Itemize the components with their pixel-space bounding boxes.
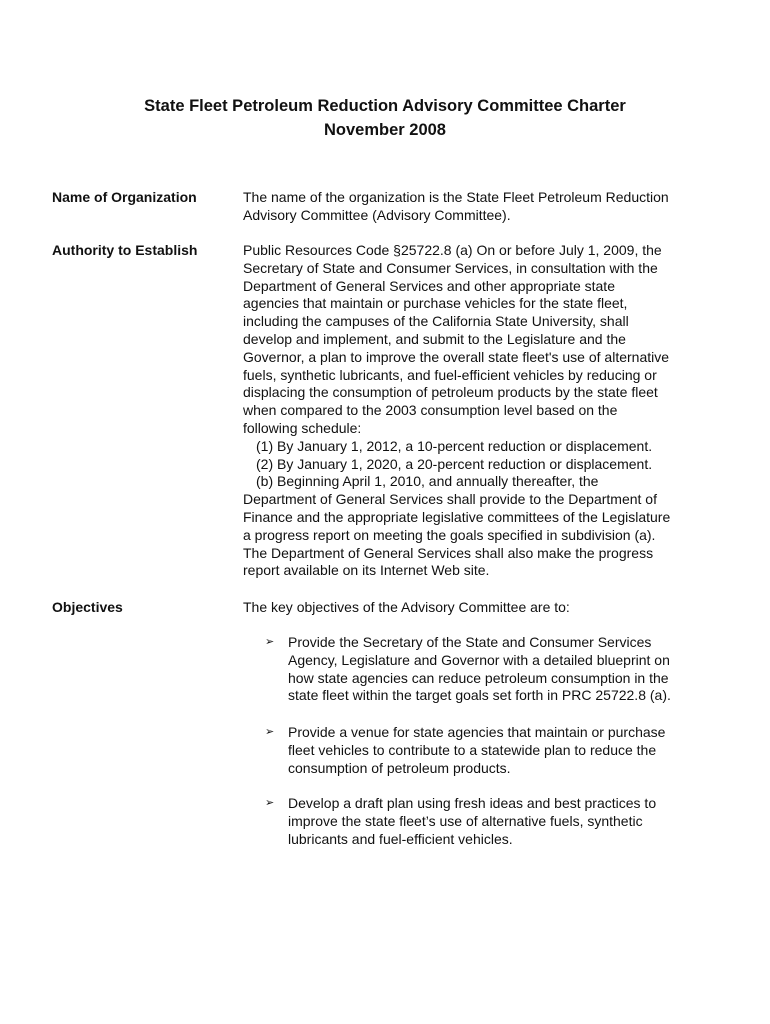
text-line: Agency, Legislature and Governor with a detailed blueprint on	[288, 651, 670, 668]
text-line: Advisory Committee (Advisory Committee).	[243, 206, 511, 223]
arrow-bullet-icon: ➢	[265, 726, 275, 738]
text-line: The Department of General Services shall also make the progress	[243, 544, 654, 561]
arrow-bullet-icon: ➢	[265, 797, 275, 809]
authority-to-establish-text	[243, 242, 713, 580]
text-line: report available on its Internet Web site.	[243, 562, 490, 579]
text-line: Provide the Secretary of the State and Consumer Services	[288, 634, 652, 650]
text-line: state fleet within the target goals set forth in PRC 25722.8 (a).	[288, 687, 671, 704]
text-line: agencies that maintain or purchase vehicles for the state fleet,	[243, 295, 628, 312]
text-line: including the campuses of the California State University, shall	[243, 313, 629, 330]
text-line: Department of General Services and other appropriate state	[243, 277, 615, 294]
schedule-item: (1) By January 1, 2012, a 10-percent reduction or displacement.	[256, 437, 653, 454]
objectives-intro	[243, 599, 713, 617]
text-line: fleet vehicles to contribute to a statewide plan to reduce the	[288, 741, 657, 758]
text-line: how state agencies can reduce petroleum consumption in the	[288, 669, 669, 686]
text-line: Provide a venue for state agencies that maintain or purchase	[288, 724, 666, 740]
label-name-of-organization: Name of Organization	[52, 189, 197, 205]
text-line: a progress report on meeting the goals specified in subdivision (a).	[243, 526, 656, 543]
text-line: Develop a draft plan using fresh ideas and best practices to	[288, 795, 657, 811]
text-line: consumption of petroleum products.	[288, 759, 511, 776]
text-line: displacing the consumption of petroleum products by the state fleet	[243, 384, 658, 401]
text-line: lubricants and fuel-efficient vehicles.	[288, 830, 513, 847]
text-line: Governor, a plan to improve the overall state fleet's use of alternative	[243, 348, 670, 365]
text-line: Department of General Services shall provide to the Department of	[243, 491, 657, 508]
schedule-item: (2) By January 1, 2020, a 20-percent reduction or displacement.	[256, 455, 653, 472]
text-line: when compared to the 2003 consumption level based on the	[243, 402, 618, 419]
arrow-bullet-icon: ➢	[265, 636, 275, 648]
text-line: Finance and the appropriate legislative committees of the Legislature	[243, 508, 671, 525]
text-line: improve the state fleet’s use of alternative fuels, synthetic	[288, 812, 643, 829]
text-line: Public Resources Code §25722.8 (a) On or before July 1, 2009, the	[243, 242, 662, 258]
text-line: fuels, synthetic lubricants, and fuel-efficient vehicles by reducing or	[243, 366, 657, 383]
text-line: The key objectives of the Advisory Committee are to:	[243, 599, 570, 615]
name-of-organization-text	[243, 189, 713, 225]
text-line: develop and implement, and submit to the Legislature and the	[243, 330, 626, 347]
text-line: The name of the organization is the State Fleet Petroleum Reduction	[243, 189, 669, 205]
subdivision-b: (b) Beginning April 1, 2010, and annually thereafter, the	[256, 473, 599, 490]
document-title: State Fleet Petroleum Reduction Advisory Committee Charter	[144, 97, 626, 115]
label-authority-to-establish: Authority to Establish	[52, 242, 198, 258]
text-line: Secretary of State and Consumer Services, in consultation with the	[243, 259, 658, 276]
document-date: November 2008	[324, 121, 446, 139]
text-line: following schedule:	[243, 419, 362, 436]
label-objectives: Objectives	[52, 599, 123, 615]
